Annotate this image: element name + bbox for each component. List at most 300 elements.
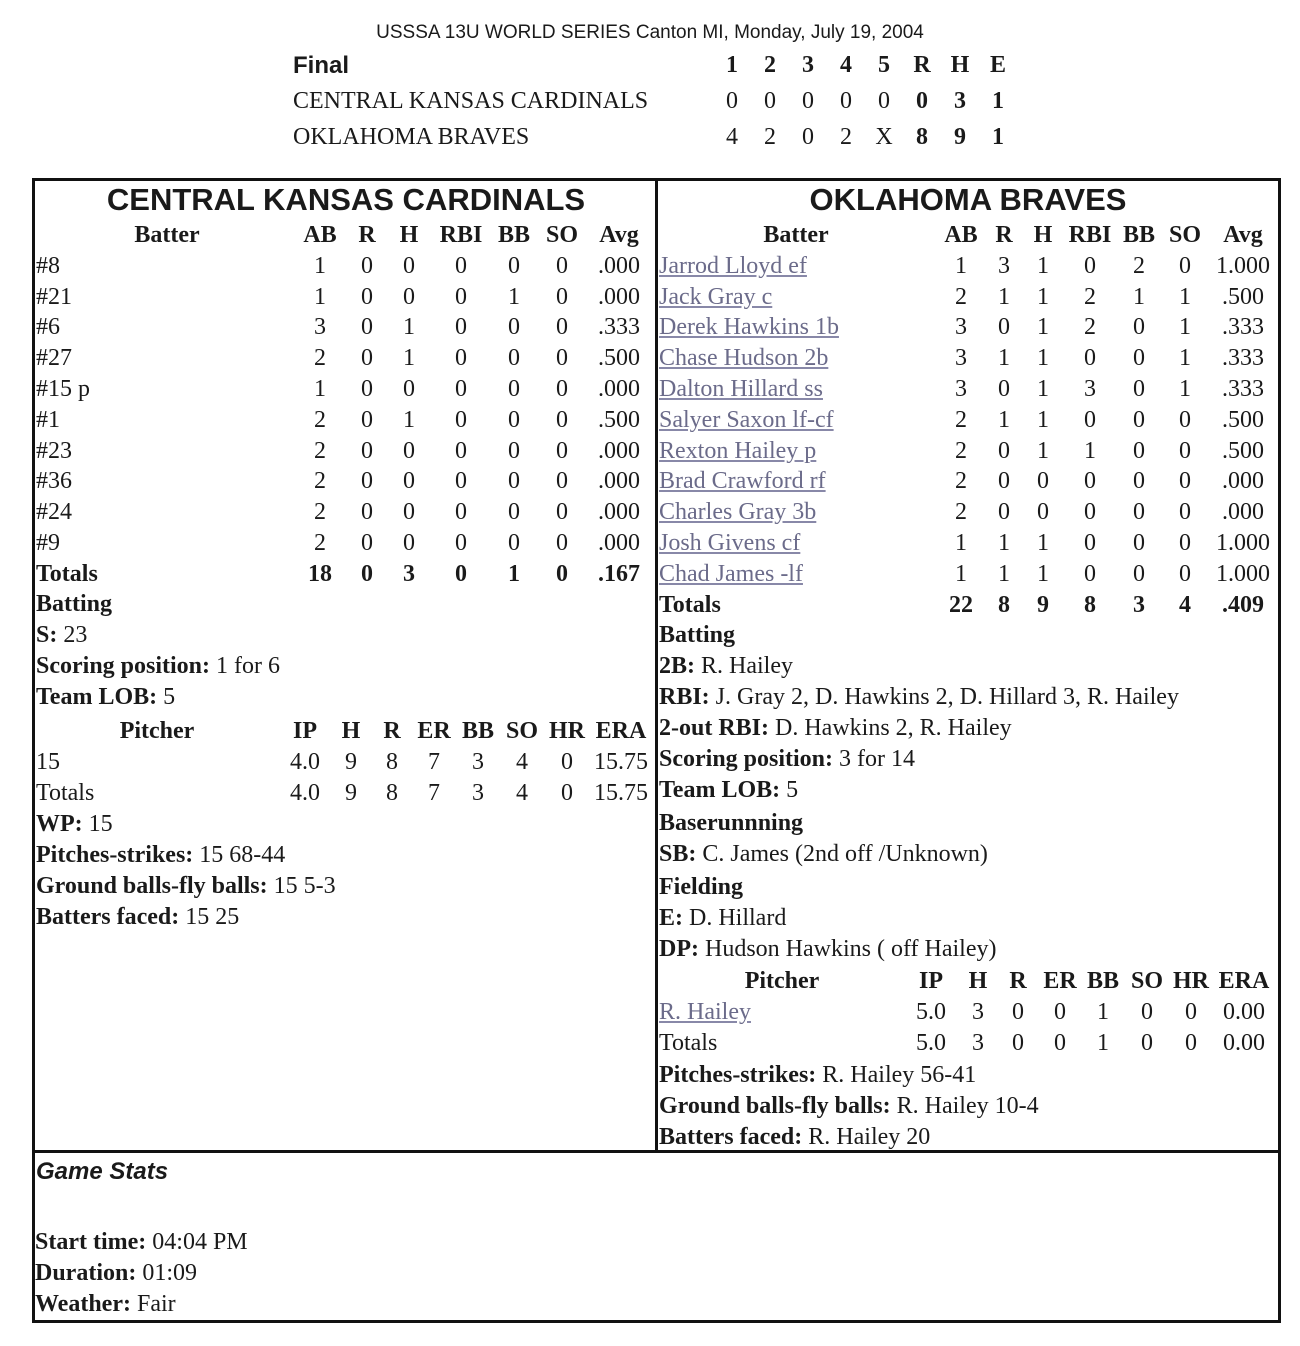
left-batting-col-header: H [399,222,419,248]
right-batting-cell: 1 [1037,406,1049,433]
left-batting-cell: 3 [314,314,326,341]
left-pitching-col-header: IP [293,718,317,744]
left-pitching-cell: 15.75 [594,749,648,775]
right-batting-cell: 2 [955,437,967,464]
right-batting-note [659,744,915,774]
left-pitching-note-label: Ground balls-fly balls: [36,873,268,899]
linescore-cell: 9 [954,124,966,150]
left-batting-cell: 0 [361,252,373,279]
left-batting-cell: 1 [403,406,415,433]
right-batting-cell: 0 [1037,468,1049,495]
game-stats-note [35,1258,197,1288]
left-batting-cell: 0 [455,345,467,372]
left-batting-name: #21 [36,283,72,310]
left-pitching-note-label: Batters faced: [36,904,180,930]
left-batting-cell: 0 [455,252,467,279]
left-batting-cell: 0 [508,499,520,526]
left-batting-cell: 1 [314,283,326,310]
left-batting-cell: 0 [508,468,520,495]
right-pitching-col-header: BB [1086,968,1119,994]
right-batting-cell: 1 [998,406,1010,433]
left-batting-cell: 1 [314,252,326,279]
right-batting-cell: 1 [1037,376,1049,402]
left-batting-cell: .167 [598,560,640,587]
left-pitching-cell: 0 [561,780,573,806]
left-batting-name: #6 [36,314,60,341]
right-batting-cell: 3 [1084,376,1096,402]
left-batting-cell: 0 [361,314,373,341]
linescore-cell: 8 [916,124,928,150]
left-pitching-cell: 7 [428,749,440,775]
right-pitching-note-value: R. Hailey 20 [802,1124,931,1150]
left-batting-cell: 2 [314,530,326,556]
right-batting-cell: 1.000 [1216,252,1270,279]
right-batting-cell: 0 [1084,345,1096,372]
right-batting-cell: .333 [1222,314,1264,341]
left-batting-cell: 1 [314,376,326,402]
right-batting-cell: 3 [955,345,967,372]
linescore-row [0,124,1300,158]
left-batting-cell: 0 [556,283,568,310]
left-batting-cell: 0 [361,437,373,464]
linescore-cell: 0 [916,88,928,114]
linescore-cell: 0 [802,88,814,114]
right-batting-cell: 1 [1037,314,1049,341]
right-batting-note-value: R. Hailey [695,653,793,679]
right-batting-cell: .500 [1222,437,1264,464]
right-batting-col-header: H [1033,222,1053,248]
right-batting-note-label: RBI: [659,684,710,710]
right-batting-note-label: Scoring position: [659,746,834,772]
right-batting-cell: 0 [1133,530,1145,556]
right-fielding-note-value: D. Hillard [683,905,787,931]
right-batting-name[interactable]: Dalton Hillard ss [659,376,823,402]
linescore-col-header: E [989,52,1006,78]
right-batting-cell: .500 [1222,283,1264,310]
left-batting-cell: .000 [598,283,640,310]
left-batting-cell: 0 [455,376,467,402]
linescore-col-header: R [913,52,931,78]
left-batting-cell: 0 [361,560,373,587]
left-pitching-name: 15 [36,749,60,775]
left-batting-cell: 0 [556,252,568,279]
section-divider [33,1150,1280,1153]
right-batting-cell: 0 [1133,468,1145,495]
linescore-col-header: 2 [764,52,776,78]
right-batting-col-header: Avg [1223,222,1263,248]
left-pitching-col-header: ER [417,718,451,744]
right-batting-name[interactable]: Chad James -lf [659,560,803,587]
left-batting-cell: 0 [508,252,520,279]
left-batting-cell: 0 [508,406,520,433]
right-batting-cell: 0 [1084,468,1096,495]
game-stats-note-label: Duration: [35,1260,137,1286]
right-batting-col-header: SO [1168,222,1201,248]
left-batting-note-label: S: [36,622,58,648]
left-batting-col-header: AB [303,222,337,248]
game-status: Final [293,52,350,79]
left-pitching-col-header: HR [549,718,585,744]
right-batting-cell: 0 [1133,314,1145,341]
right-pitching-cell: 0.00 [1223,999,1265,1025]
left-pitching-note-label: Pitches-strikes: [36,842,194,868]
right-pitching-note-value: R. Hailey 10-4 [890,1093,1039,1119]
right-pitching-col-header: SO [1130,968,1163,994]
right-batting-cell: 1 [998,283,1010,310]
right-batting-cell: 1 [1179,376,1191,402]
right-batting-name[interactable]: Jack Gray c [659,283,773,310]
right-batting-cell: 1 [1084,437,1096,464]
right-batting-cell: 3 [998,252,1010,279]
right-pitching-note [659,1060,976,1090]
right-batting-cell: 1 [1037,530,1049,556]
left-batting-col-header: R [358,222,376,248]
left-batting-cell: 0 [556,499,568,526]
right-fielding-note-value: Hudson Hawkins ( off Hailey) [698,936,997,962]
linescore-col-header: 3 [802,52,814,78]
right-batting-cell: 2 [1084,283,1096,310]
right-fielding-note [659,903,786,933]
left-batting-name: #15 p [36,376,90,402]
left-batting-cell: 0 [361,376,373,402]
left-batting-cell: 1 [508,560,520,587]
left-pitching-col-header: BB [461,718,494,744]
left-batting-cell: .000 [598,530,640,556]
left-batting-cell: 0 [556,468,568,495]
left-batting-cell: 0 [508,314,520,341]
left-batting-cell: 0 [556,530,568,556]
linescore-cell: 0 [726,88,738,114]
left-batting-name: #27 [36,345,72,372]
linescore-cell: 1 [992,124,1004,150]
right-pitching-cell: 0 [1141,1030,1153,1056]
right-batting-cell: 0 [1133,499,1145,526]
right-batting-cell: 9 [1037,591,1049,618]
linescore-cell: X [875,124,893,150]
left-batting-cell: 0 [556,345,568,372]
right-fielding-note [659,934,997,964]
right-batting-note-value: J. Gray 2, D. Hawkins 2, D. Hillard 3, R. Hailey [709,684,1179,710]
right-pitching-col-header: ER [1043,968,1077,994]
right-batting-cell: 0 [1179,560,1191,587]
left-pitching-cell: 4.0 [290,780,320,806]
right-batting-cell: .333 [1222,345,1264,372]
left-pitching-note [36,840,285,870]
left-batting-name: #8 [36,252,60,279]
linescore-col-header: H [950,52,970,78]
right-batting-cell: 0 [1179,252,1191,279]
right-pitching-cell: 0 [1141,999,1153,1025]
right-batting-cell: 0 [998,376,1010,402]
right-batting-note [659,775,798,805]
right-batting-col-header: BB [1122,222,1155,248]
left-batting-cell: .000 [598,376,640,402]
left-pitching-cell: 4 [516,749,528,775]
right-batting-cell: 0 [998,437,1010,464]
right-batting-note-label: 2-out RBI: [659,715,770,741]
right-batting-col-header: RBI [1068,222,1112,248]
left-batting-cell: 0 [455,499,467,526]
right-pitching-col-header: Pitcher [744,968,820,994]
linescore-cell: 0 [764,88,776,114]
right-pitching-cell: 0 [1054,1030,1066,1056]
left-batting-note-value: 1 for 6 [210,653,281,679]
left-batting-col-header: BB [497,222,530,248]
game-stats-note [35,1289,176,1319]
right-pitching-cell: 0 [1054,999,1066,1025]
right-batting-cell: 1 [1179,345,1191,372]
right-batting-cell: 3 [955,314,967,341]
right-pitching-col-header: IP [919,968,943,994]
right-batting-cell: 1.000 [1216,530,1270,556]
right-pitching-col-header: ERA [1218,968,1270,994]
right-batting-cell: 1 [998,530,1010,556]
left-batting-cell: 0 [361,345,373,372]
left-batting-cell: 2 [314,499,326,526]
left-batting-cell: 2 [314,437,326,464]
right-batting-col-header: R [995,222,1013,248]
left-batting-cell: 0 [556,560,568,587]
left-pitching-note-value: 15 5-3 [267,873,336,899]
right-pitching-cell: 3 [972,1030,984,1056]
linescore-cell: 0 [802,124,814,150]
left-batting-cell: 0 [556,437,568,464]
left-batting-cell: 0 [403,283,415,310]
right-pitching-cell: 1 [1097,1030,1109,1056]
right-batting-cell: 1 [1179,283,1191,310]
left-batting-name: #1 [36,406,60,433]
right-batting-heading: Batting [659,622,736,648]
game-stats-note-label: Start time: [35,1229,147,1255]
right-batting-cell: .000 [1222,468,1264,495]
right-batting-col-header: AB [944,222,978,248]
left-batting-note [36,682,175,712]
right-pitching-cell: 0 [1185,999,1197,1025]
linescore-team: CENTRAL KANSAS CARDINALS [293,88,649,114]
left-batting-cell: 0 [508,530,520,556]
right-batting-cell: 0 [1133,376,1145,402]
right-batting-cell: 3 [1133,591,1145,618]
right-batting-cell: 22 [949,591,973,618]
right-batting-col-header: Batter [763,222,829,248]
left-batting-cell: .500 [598,406,640,433]
right-batting-name[interactable]: Salyer Saxon lf-cf [659,406,834,433]
right-batting-cell: .409 [1222,591,1264,618]
right-pitching-note-label: Batters faced: [659,1124,803,1150]
right-batting-cell: 0 [1084,560,1096,587]
left-batting-col-header: SO [545,222,578,248]
right-fielding-heading: Fielding [659,874,744,900]
right-pitching-col-header: R [1009,968,1027,994]
right-batting-note-label: Team LOB: [659,777,781,803]
right-pitching-note-value: R. Hailey 56-41 [816,1062,977,1088]
left-batting-name: #24 [36,499,72,526]
left-pitching-col-header: R [383,718,401,744]
left-pitching-cell: 0 [561,749,573,775]
right-batting-cell: 8 [998,591,1010,618]
linescore-row [0,88,1300,122]
left-batting-cell: 0 [455,468,467,495]
left-batting-cell: 0 [361,468,373,495]
right-pitching-cell: 5.0 [916,999,946,1025]
right-batting-note [659,713,1012,743]
right-batting-cell: 0 [1133,406,1145,433]
left-batting-col-header: Avg [599,222,639,248]
left-batting-cell: 0 [556,314,568,341]
linescore-col-header: 4 [840,52,852,78]
left-batting-cell: 0 [361,530,373,556]
left-batting-cell: 0 [455,283,467,310]
left-pitching-cell: 4 [516,780,528,806]
left-batting-cell: 0 [361,283,373,310]
left-team-title: CENTRAL KANSAS CARDINALS [106,182,586,217]
right-batting-cell: 0 [1179,530,1191,556]
right-batting-cell: .333 [1222,376,1264,402]
right-batting-cell: 1 [998,345,1010,372]
linescore-team: OKLAHOMA BRAVES [293,124,530,150]
right-baserunning-heading: Baserunnning [659,810,804,836]
right-batting-name[interactable]: Jarrod Lloyd ef [659,252,807,279]
left-pitching-cell: 7 [428,780,440,806]
left-batting-note-label: Team LOB: [36,684,158,710]
left-pitching-note [36,809,113,839]
right-batting-cell: 0 [1084,406,1096,433]
left-batting-note [36,651,280,681]
right-batting-cell: 1 [955,530,967,556]
right-batting-cell: 2 [1084,314,1096,341]
left-batting-note [36,620,87,650]
linescore-cell: 3 [954,88,966,114]
right-fielding-note-label: E: [659,905,683,931]
right-batting-cell: 1 [1179,314,1191,341]
right-batting-cell: 1 [1037,437,1049,464]
left-batting-heading: Batting [36,591,113,617]
right-batting-cell: 2 [1133,252,1145,279]
linescore-col-header: 5 [878,52,890,78]
right-batting-cell: 0 [998,499,1010,526]
game-stats-note-label: Weather: [35,1291,131,1317]
right-batting-cell: 0 [1084,530,1096,556]
left-batting-cell: .333 [598,314,640,341]
left-batting-cell: 0 [455,530,467,556]
game-stats-note [35,1227,248,1257]
right-pitching-cell: 0 [1185,1030,1197,1056]
left-batting-cell: 0 [403,468,415,495]
right-pitching-note-label: Ground balls-fly balls: [659,1093,891,1119]
right-batting-name[interactable]: Josh Givens cf [659,530,801,556]
right-pitching-cell: 0 [1012,999,1024,1025]
right-batting-name[interactable]: Charles Gray 3b [659,499,817,526]
right-batting-cell: 0 [1037,499,1049,526]
left-pitching-col-header: Pitcher [119,718,195,744]
right-batting-cell: 2 [955,499,967,526]
left-pitching-cell: 9 [345,749,357,775]
left-batting-cell: 2 [314,468,326,495]
right-batting-note-value: D. Hawkins 2, R. Hailey [769,715,1012,741]
left-batting-col-header: Batter [134,222,200,248]
left-batting-cell: 0 [556,376,568,402]
right-batting-cell: 1 [1037,345,1049,372]
left-batting-cell: 1 [403,345,415,372]
left-pitching-name: Totals [36,780,95,806]
left-batting-cell: 0 [455,314,467,341]
left-pitching-col-header: H [341,718,361,744]
left-pitching-col-header: ERA [595,718,647,744]
right-pitching-name[interactable]: R. Hailey [659,999,751,1025]
left-batting-cell: 0 [455,437,467,464]
right-batting-name[interactable]: Chase Hudson 2b [659,345,829,372]
right-batting-cell: 0 [1133,345,1145,372]
right-batting-note-value: 5 [780,777,799,803]
left-batting-cell: 1 [508,283,520,310]
right-batting-cell: 1 [998,560,1010,587]
left-batting-cell: 0 [361,499,373,526]
right-batting-cell: 3 [955,376,967,402]
right-batting-note [659,651,793,681]
right-pitching-cell: 3 [972,999,984,1025]
left-batting-cell: 0 [403,252,415,279]
right-batting-cell: 2 [955,406,967,433]
right-pitching-cell: 0.00 [1223,1030,1265,1056]
right-batting-cell: 0 [1084,252,1096,279]
right-batting-cell: 1 [955,560,967,587]
left-batting-cell: .000 [598,468,640,495]
right-batting-cell: 0 [1133,560,1145,587]
right-batting-name[interactable]: Rexton Hailey p [659,437,817,464]
right-fielding-note-label: DP: [659,936,699,962]
linescore-header-row [0,52,1300,86]
linescore-cell: 1 [992,88,1004,114]
left-pitching-note-value: 15 [82,811,113,837]
right-pitching-note [659,1091,1039,1121]
linescore-cell: 4 [726,124,738,150]
left-pitching-col-header: SO [505,718,538,744]
left-pitching-cell: 15.75 [594,780,648,806]
right-batting-cell: 0 [1179,406,1191,433]
left-batting-cell: 2 [314,345,326,372]
left-pitching-cell: 3 [472,780,484,806]
right-pitching-cell: 0 [1012,1030,1024,1056]
right-batting-cell: 1 [1037,560,1049,587]
right-batting-cell: 4 [1179,591,1191,618]
left-batting-cell: 18 [308,560,332,587]
right-batting-cell: .500 [1222,406,1264,433]
right-batting-cell: 8 [1084,591,1096,618]
left-batting-cell: 0 [556,406,568,433]
linescore-cell: 2 [764,124,776,150]
right-batting-cell: 2 [955,468,967,495]
left-batting-cell: 0 [455,406,467,433]
right-pitching-col-header: HR [1173,968,1209,994]
right-baserunning-note-label: SB: [659,841,697,867]
left-batting-cell: .000 [598,437,640,464]
right-pitching-name: Totals [659,1030,718,1056]
left-batting-cell: 0 [403,530,415,556]
left-pitching-note [36,871,336,901]
right-batting-cell: 0 [998,468,1010,495]
left-pitching-note-value: 15 25 [179,904,240,930]
left-pitching-cell: 4.0 [290,749,320,775]
left-batting-totals-label: Totals [36,560,98,587]
right-pitching-note-label: Pitches-strikes: [659,1062,817,1088]
left-batting-cell: .000 [598,252,640,279]
left-pitching-cell: 8 [386,749,398,775]
right-batting-name[interactable]: Derek Hawkins 1b [659,314,839,341]
right-batting-name[interactable]: Brad Crawford rf [659,468,826,495]
right-batting-cell: 1 [1133,283,1145,310]
left-batting-cell: 0 [403,376,415,402]
left-batting-cell: 0 [403,437,415,464]
